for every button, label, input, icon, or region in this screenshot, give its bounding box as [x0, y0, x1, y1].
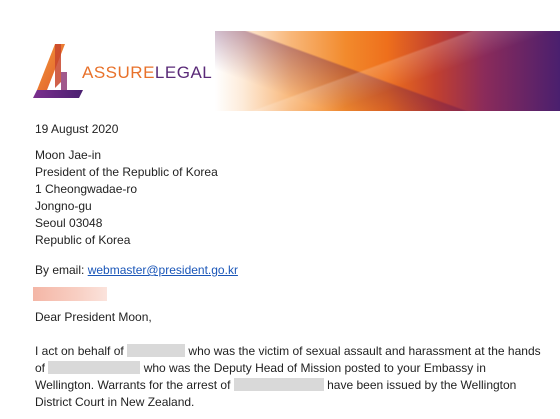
email-label: By email:: [35, 263, 88, 277]
letterhead-banner: [215, 31, 560, 111]
redacted-reference: [33, 287, 107, 301]
body-text: who was the victim of sexual assault and harassment at the hands: [188, 344, 541, 358]
email-link[interactable]: webmaster@president.go.kr: [87, 263, 238, 277]
recipient-district: Jongno-gu: [35, 199, 92, 213]
recipient-title: President of the Republic of Korea: [35, 165, 218, 179]
letter-date: 19 August 2020: [35, 122, 119, 136]
recipient-city: Seoul 03048: [35, 216, 103, 230]
body-line-4: District Court in New Zealand.: [35, 395, 195, 409]
recipient-street: 1 Cheongwadae-ro: [35, 182, 138, 196]
brand-legal: LEGAL: [154, 63, 213, 82]
email-line: [35, 262, 238, 279]
brand-assure: ASSURE: [82, 63, 155, 82]
body-line-3: [35, 377, 555, 394]
body-text: have been issued by the Wellington: [327, 378, 517, 392]
body-paragraph: [35, 343, 555, 411]
body-text: who was the Deputy Head of Mission posted to your Embassy in: [143, 361, 486, 375]
redacted-name: [48, 361, 140, 374]
redacted-name: [234, 378, 324, 391]
body-text: Wellington. Warrants for the arrest of: [35, 378, 231, 392]
body-line-2: [35, 360, 555, 377]
recipient-country: Republic of Korea: [35, 233, 131, 247]
recipient-address: [35, 147, 218, 249]
salutation: Dear President Moon,: [35, 310, 152, 324]
redacted-name: [127, 344, 185, 357]
body-text: of: [35, 361, 46, 375]
recipient-name: Moon Jae-in: [35, 148, 102, 162]
body-text: I act on behalf of: [35, 344, 124, 358]
brand-wordmark: [82, 63, 212, 83]
body-line-1: [35, 343, 555, 360]
